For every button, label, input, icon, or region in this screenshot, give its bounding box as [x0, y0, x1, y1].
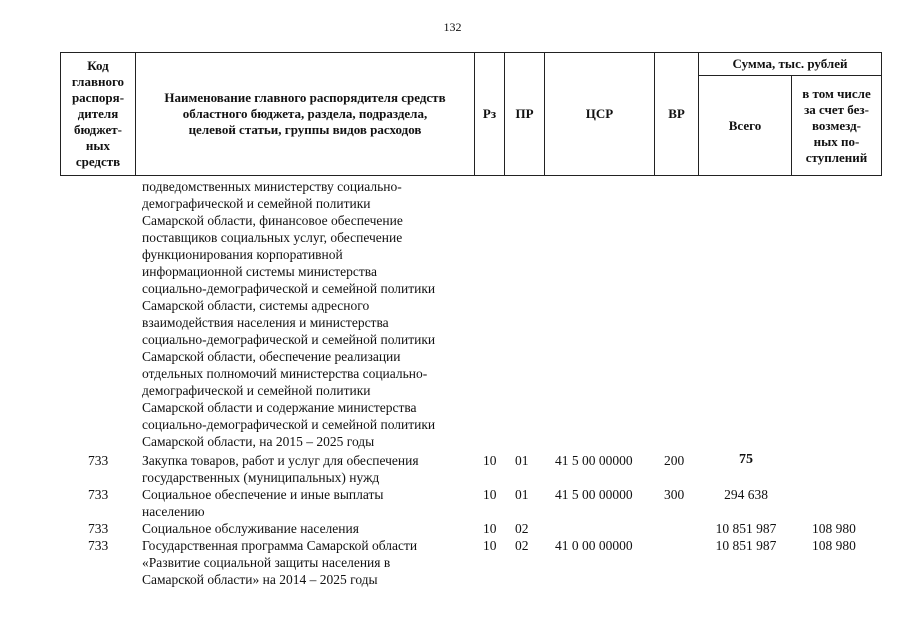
text-line: функционирования корпоративной	[142, 247, 343, 262]
header-free	[791, 75, 882, 176]
page-number: 132	[443, 20, 462, 34]
row-name	[142, 537, 477, 588]
text-line: поставщиков социальных услуг, обеспечение	[142, 230, 403, 245]
continued-name-text	[142, 178, 482, 450]
row-pr: 01	[515, 487, 529, 502]
header-code-line: средств	[75, 154, 121, 169]
row-rz: 10	[483, 453, 497, 468]
row-rz: 10	[483, 521, 497, 536]
header-free-line: ступлений	[805, 149, 868, 165]
text-line: социально-демографической и семейной политики	[142, 281, 436, 296]
row-code: 733	[88, 487, 109, 502]
text-line: информационной системы министерства	[142, 264, 377, 279]
header-code-line: бюджет-	[73, 122, 122, 137]
text-line: социально-демографической и семейной политики	[142, 332, 436, 347]
text-line: Государственная программа Самарской области	[142, 538, 418, 553]
header-code-line: распоря-	[71, 90, 125, 105]
header-code-line: дителя	[77, 106, 119, 121]
row-total: 294 638	[724, 487, 768, 502]
header-csr: ЦСР	[544, 52, 655, 176]
row-code: 733	[88, 521, 109, 536]
header-pr: ПР	[504, 52, 545, 176]
text-line: Самарской области и содержание министерства	[142, 400, 417, 415]
header-free-line: в том числе	[802, 85, 871, 101]
row-code: 733	[88, 453, 109, 468]
text-line: демографической и семейной политики	[142, 196, 371, 211]
row-name	[142, 520, 477, 537]
row-pr: 02	[515, 538, 529, 553]
header-code	[60, 52, 136, 176]
row-pr: 01	[515, 453, 529, 468]
text-line: отдельных полномочий министерства социально-	[142, 366, 428, 381]
text-line: демографической и семейной политики	[142, 383, 371, 398]
text-line: Социальное обеспечение и иные выплаты	[142, 487, 384, 502]
row-csr: 41 0 00 00000	[555, 538, 633, 553]
header-total: Всего	[698, 75, 792, 176]
text-line: Закупка товаров, работ и услуг для обеспечения	[142, 453, 419, 468]
text-line: «Развитие социальной защиты населения в	[142, 555, 391, 570]
header-name-line: Наименование главного распорядителя средств	[164, 90, 446, 105]
row-name	[142, 486, 477, 520]
header-free-line: за счет без-	[804, 101, 869, 117]
header-vr: ВР	[654, 52, 699, 176]
header-free-line: ных по-	[813, 133, 860, 149]
row-code: 733	[88, 538, 109, 553]
row-csr: 41 5 00 00000	[555, 453, 633, 468]
text-line: взаимодействия населения и министерства	[142, 315, 389, 330]
text-line: Самарской области, обеспечение реализации	[142, 349, 401, 364]
header-rz: Рз	[474, 52, 505, 176]
text-line: Самарской области» на 2014 – 2025 годы	[142, 572, 378, 587]
row-vr: 200	[664, 453, 685, 468]
header-free-line: возмезд-	[812, 117, 861, 133]
header-name	[135, 52, 475, 176]
row-rz: 10	[483, 538, 497, 553]
row-total: 10 851 987	[715, 521, 777, 536]
header-code-line: главного	[71, 74, 125, 89]
text-line: государственных (муниципальных) нужд	[142, 470, 380, 485]
row-vr: 300	[664, 487, 685, 502]
header-code-line: ных	[85, 138, 111, 153]
text-line: Самарской области, системы адресного	[142, 298, 370, 313]
table-header	[60, 52, 882, 176]
text-line: подведомственных министерству социально-	[142, 179, 402, 194]
text-line: Самарской области, финансовое обеспечение	[142, 213, 403, 228]
row-free: 108 980	[812, 538, 856, 553]
header-name-line: областного бюджета, раздела, подраздела,	[182, 106, 428, 121]
row-rz: 10	[483, 487, 497, 502]
text-line: населению	[142, 504, 205, 519]
row-name	[142, 452, 477, 486]
text-line: Социальное обслуживание населения	[142, 521, 359, 536]
text-line: социально-демографической и семейной политики	[142, 417, 436, 432]
row-total: 75	[739, 452, 753, 467]
header-code-line: Код	[87, 58, 109, 73]
row-free: 108 980	[812, 521, 856, 536]
text-line: Самарской области, на 2015 – 2025 годы	[142, 434, 375, 449]
row-pr: 02	[515, 521, 529, 536]
header-sum: Сумма, тыс. рублей	[698, 52, 882, 76]
header-name-line: целевой статьи, группы видов расходов	[188, 122, 422, 137]
row-csr: 41 5 00 00000	[555, 487, 633, 502]
row-total: 10 851 987	[715, 538, 777, 553]
